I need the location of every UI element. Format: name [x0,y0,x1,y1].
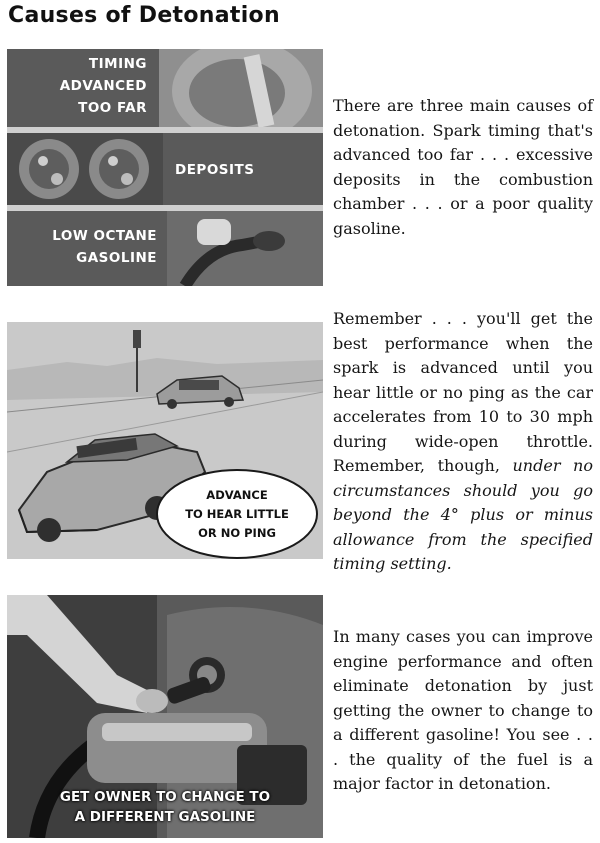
paragraph-causes: There are three main causes of detonation. Spark timing that's advanced too far . . . excessive deposits in the combustion chamber . . . or a poor quality gasoline. [333,96,593,238]
bubble-line2: TO HEAR LITTLE [185,507,289,521]
bubble-line1: ADVANCE [206,488,268,502]
label-timing-advanced [7,53,147,119]
paragraph-performance-plain: Remember . . . you'll get the best performance when the spark is advanced until you hear little or no ping as the car accelerates from 10 to 30 mph during wide-open throttle. Remember, though, [333,309,593,475]
label-low-octane-line2: GASOLINE [76,250,157,266]
label-low-octane-line1: LOW OCTANE [52,228,157,244]
caption-line1: GET OWNER TO CHANGE TO [59,789,271,805]
causes-photo-panel [7,49,323,286]
paragraph-gasoline: In many cases you can improve engine performance and often eliminate detonation by just getting the owner to change to a different gasoline! You see . . . the quality of the fuel is a major factor in detonation. [333,627,593,793]
page-title: Causes of Detonation [8,3,280,28]
change-gasoline-caption [7,787,323,827]
label-low-octane [7,225,157,269]
advance-bubble [159,486,315,543]
paragraph-performance [333,307,593,577]
label-timing-line2: ADVANCED [59,78,147,94]
label-timing-line1: TIMING [88,56,147,72]
label-deposits: DEPOSITS [175,162,255,178]
label-timing-line3: TOO FAR [78,100,147,116]
fueling-photo-panel [7,595,323,838]
paragraph-performance-italic: under no circumstances should you go beyond the 4° plus or minus allowance from the specified timing setting. [333,456,593,573]
caption-line2: A DIFFERENT GASOLINE [74,809,256,825]
bubble-line3: OR NO PING [198,526,276,540]
car-sketch-panel [7,322,323,559]
